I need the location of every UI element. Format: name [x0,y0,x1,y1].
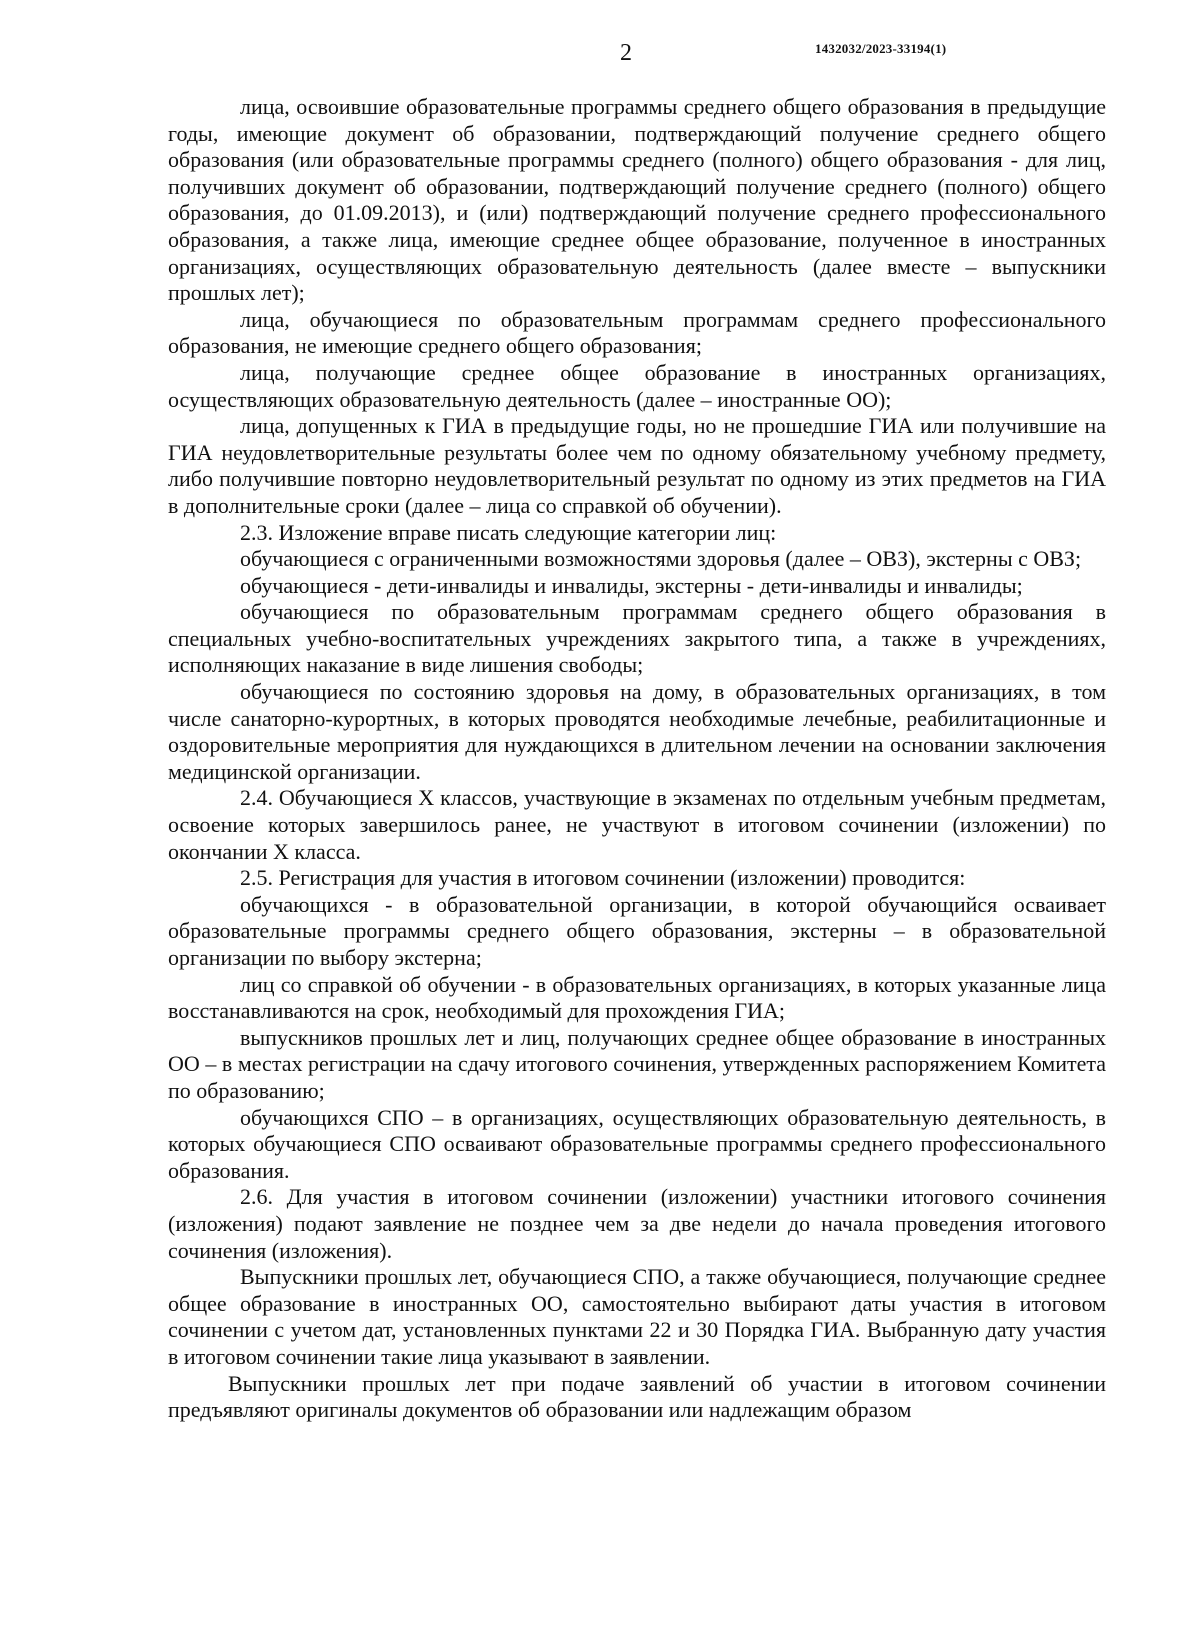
paragraph-registration-students: обучающихся - в образовательной организации, в которой обучающийся осваивает образовательные программы среднего общего образования, экстерны – в образовательной организации по выбору экстерна; [168,891,1106,970]
paragraph-section-2-4: 2.4. Обучающиеся X классов, участвующие в экзаменах по отдельным учебным предметам, освоение которых завершилось ранее, не участвуют в итоговом сочинении (изложении) по окончании X класса. [168,785,1106,864]
paragraph-section-2-5: 2.5. Регистрация для участия в итоговом сочинении (изложении) проводится: [240,865,966,891]
paragraph-original-documents: Выпускники прошлых лет при подаче заявлений об участии в итоговом сочинении предъявляют оригиналы документов об образовании или надлежащим образом [168,1370,1106,1423]
page-number: 2 [620,40,632,66]
paragraph-foreign-organizations: лица, получающие среднее общее образование в иностранных организациях, осуществляющих образовательную деятельность (далее – иностранные ОО); [168,359,1106,412]
paragraph-closed-institutions: обучающиеся по образовательным программам среднего общего образования в специальных учебно-воспитательных учреждениях закрытого типа, а также в учреждениях, исполняющих наказание в виде лишения свободы; [168,599,1106,678]
paragraph-home-schooling: обучающиеся по состоянию здоровья на дому, в образовательных организациях, в том числе санаторно-курортных, в которых проводятся необходимые лечебные, реабилитационные и оздоровительные мероприятия для нуждающихся в длительном лечении на основании заключения медицинской организации. [168,679,1106,784]
paragraph-graduates-previous-years: лица, освоившие образовательные программы среднего общего образования в предыдущие годы, имеющие документ об образовании, подтверждающий получение среднего общего образования (или образовательные программы среднего (полного) общего образования - для лиц, получивших документ об образовании, подтверждающий получение среднего (полного) общего образования, до 01.09.2013), и (или) подтверждающий получение среднего профессионального образования, а также лица, имеющие среднее общее образование, полученное в иностранных организациях, осуществляющих образовательную деятельность (далее вместе – выпускники прошлых лет); [168,94,1106,306]
paragraph-section-2-6: 2.6. Для участия в итоговом сочинении (изложении) участники итогового сочинения (изложения) подают заявление не позднее чем за две недели до начала проведения итогового сочинения (изложения). [168,1184,1106,1263]
paragraph-registration-spo: обучающихся СПО – в организациях, осуществляющих образовательную деятельность, в которых обучающиеся СПО осваивают образовательные программы среднего профессионального образования. [168,1104,1106,1183]
paragraph-registration-certificate: лиц со справкой об обучении - в образовательных организациях, в которых указанные лица восстанавливаются на срок, необходимый для прохождения ГИА; [168,971,1106,1024]
paragraph-ovz-students: обучающиеся с ограниченными возможностями здоровья (далее – ОВЗ), экстерны с ОВЗ; [240,546,1082,572]
paragraph-date-selection: Выпускники прошлых лет, обучающиеся СПО, а также обучающиеся, получающие среднее общее образование в иностранных ОО, самостоятельно выбирают даты участия в итоговом сочинении с учетом дат, установленных пунктами 22 и 30 Порядка ГИА. Выбранную дату участия в итоговом сочинении такие лица указывают в заявлении. [168,1264,1106,1369]
paragraph-certificate-holders: лица, допущенных к ГИА в предыдущие годы, но не прошедшие ГИА или получившие на ГИА неудовлетворительные результаты более чем по одному обязательному учебному предмету, либо получившие повторно неудовлетворительный результат по одному из этих предметов на ГИА в дополнительные сроки (далее – лица со справкой об обучении). [168,413,1106,518]
paragraph-disabled-students: обучающиеся - дети-инвалиды и инвалиды, экстерны - дети-инвалиды и инвалиды; [240,572,1023,598]
paragraph-spo-students: лица, обучающиеся по образовательным программам среднего профессионального образования, не имеющие среднего общего образования; [168,306,1106,359]
document-number: 1432032/2023-33194(1) [815,41,947,56]
paragraph-section-2-3: 2.3. Изложение вправе писать следующие категории лиц: [240,519,777,545]
paragraph-registration-graduates: выпускников прошлых лет и лиц, получающих среднее общее образование в иностранных ОО – в местах регистрации на сдачу итогового сочинения, утвержденных распоряжением Комитета по образованию; [168,1024,1106,1103]
document-body [168,94,1106,1424]
